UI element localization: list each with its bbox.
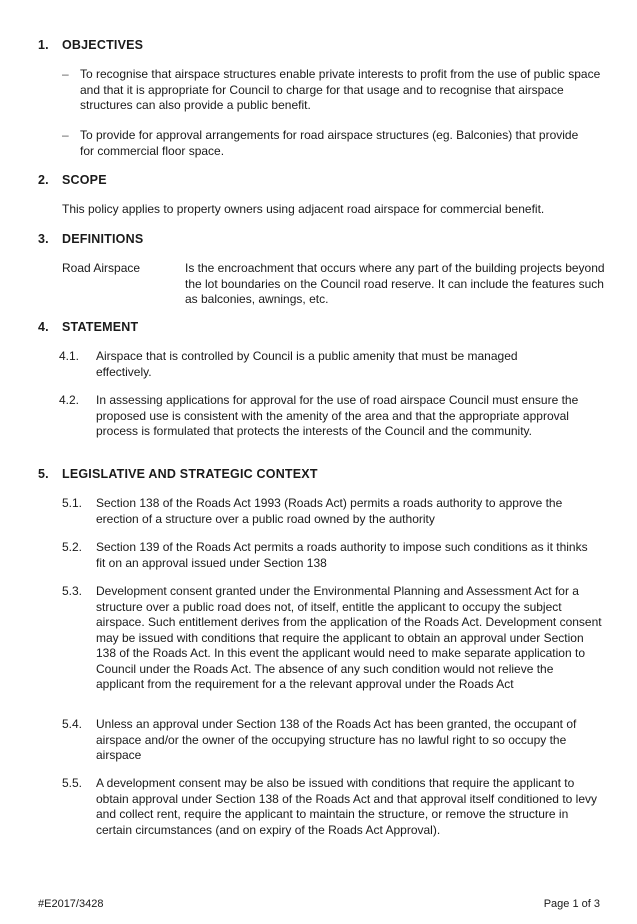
- section-number: 4.: [38, 320, 49, 334]
- context-item-text: Section 139 of the Roads Act permits a roads authority to impose such conditions as it thinks fit on an approval issued under Section 138: [96, 540, 588, 570]
- objective-text-2: To provide for approval arrangements for road airspace structures (eg. Balconies) that provide for commercial floor space.: [80, 128, 579, 158]
- definition-body: Is the encroachment that occurs where any part of the building projects beyond the lot boundaries on the Council road reserve. It can include the features such as balconies, awnings, etc.: [185, 261, 605, 306]
- scope-text: This policy applies to property owners using adjacent road airspace for commercial benefit.: [62, 202, 545, 216]
- section-heading-context: [38, 467, 318, 481]
- statement-item-text: Airspace that is controlled by Council is a public amenity that must be managed effectively.: [96, 349, 518, 379]
- section-title: DEFINITIONS: [62, 232, 144, 246]
- context-item-text: Development consent granted under the Environmental Planning and Assessment Act for a structure over a public road does not, of itself, entitle the applicant to occupy the subject airspace. Such entitlement derives from the application of the Roads Act. Development consent may be issued with conditions that require the applicant to obtain an approval under Section 138 of the Roads Act. In this event the applicant would need to make separate application to Council under the Roads Act. The absence of any such condition would not relieve the applicant from the requirement for a the relevant approval under the Roads Act: [96, 584, 602, 691]
- context-item-text: Section 138 of the Roads Act 1993 (Roads Act) permits a roads authority to approve the erection of a structure over a public road owned by the authority: [96, 496, 563, 526]
- section-title: OBJECTIVES: [62, 38, 144, 52]
- section-title: SCOPE: [62, 173, 107, 187]
- context-item-number: 5.2.: [62, 540, 83, 554]
- section-heading-definitions: [38, 232, 143, 246]
- section-number: 2.: [38, 173, 49, 187]
- bullet-dash: –: [62, 67, 69, 81]
- objective-text-1-body: To recognise that airspace structures enable private interests to profit from the use of public space and that it is appropriate for Council to charge for that usage and to recognise that airspace structures can also provide a public benefit.: [80, 67, 601, 112]
- document-reference: #E2017/3428: [38, 898, 104, 910]
- page-number: Page 1 of 3: [543, 898, 600, 910]
- bullet-dash: –: [62, 128, 69, 142]
- section-heading-scope: [38, 173, 107, 187]
- section-number: 1.: [38, 38, 49, 52]
- context-item-number: 5.1.: [62, 496, 83, 510]
- definition-term: Road Airspace: [62, 261, 141, 275]
- statement-item-text: In assessing applications for approval for the use of road airspace Council must ensure the proposed use is consistent with the amenity of the area and that the appropriate approval process is formulated that protects the interests of the Council and the community.: [96, 393, 579, 438]
- context-item-text: Unless an approval under Section 138 of the Roads Act has been granted, the occupant of airspace and/or the owner of the occupying structure has no lawful right to so occupy the airspace: [96, 717, 577, 762]
- context-item-number: 5.4.: [62, 717, 83, 731]
- statement-item-number: 4.1.: [59, 349, 80, 363]
- section-title: LEGISLATIVE AND STRATEGIC CONTEXT: [62, 467, 318, 481]
- context-item-number: 5.3.: [62, 584, 83, 598]
- section-heading-objectives: [38, 38, 143, 52]
- objective-text-1: [80, 67, 618, 114]
- section-heading-statement: [38, 320, 138, 334]
- section-title: STATEMENT: [62, 320, 139, 334]
- context-item-text: A development consent may be also be issued with conditions that require the applicant to obtain approval under Section 138 of the Roads Act and that approval itself conditioned to levy and collect rent, require the applicant to maintain the structure, or remove the structure in certain circumstances (and on expiry of the Roads Act Approval).: [96, 776, 597, 837]
- section-number: 5.: [38, 467, 49, 481]
- statement-item-number: 4.2.: [59, 393, 80, 407]
- section-number: 3.: [38, 232, 49, 246]
- context-item-number: 5.5.: [62, 776, 83, 790]
